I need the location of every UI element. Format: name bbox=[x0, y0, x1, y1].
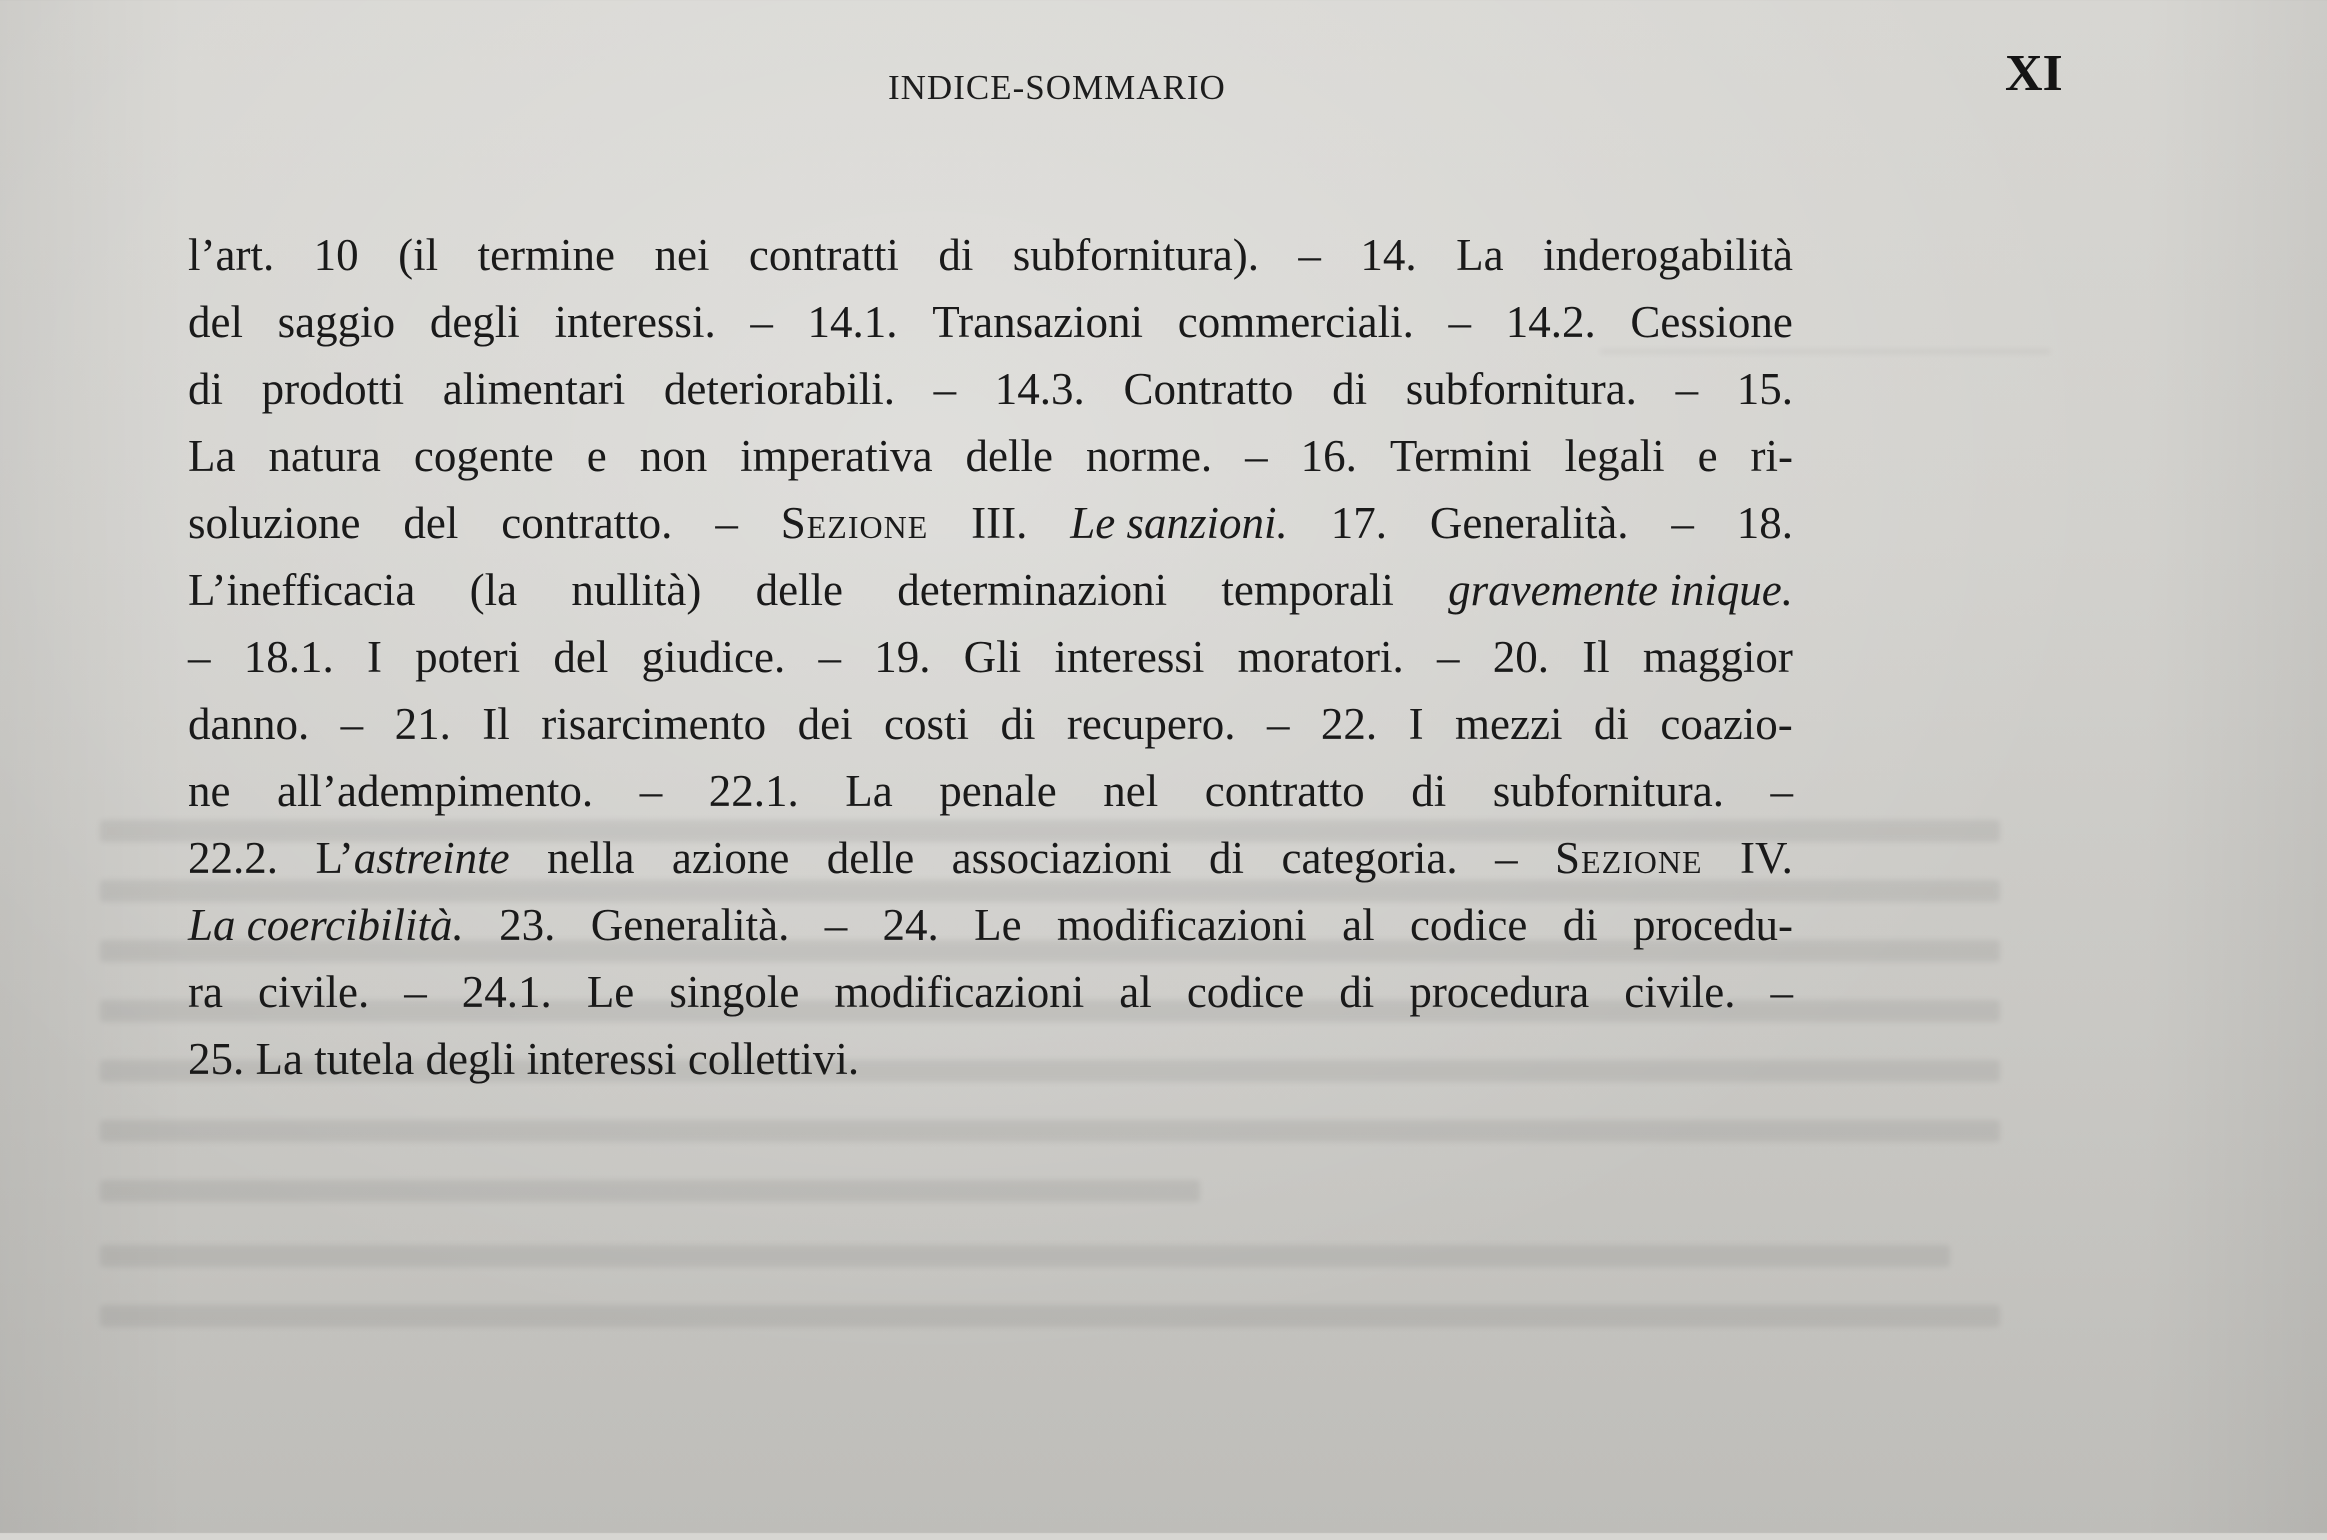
word: temporali bbox=[1221, 565, 1394, 615]
word: subfornitura. bbox=[1492, 766, 1724, 816]
show-through-line bbox=[100, 1180, 1200, 1202]
text-line bbox=[188, 624, 1793, 691]
word: 17. bbox=[1330, 498, 1387, 548]
word: Cessione bbox=[1630, 297, 1793, 347]
word: 14.3. bbox=[994, 364, 1085, 414]
word: e bbox=[586, 431, 607, 481]
word: di bbox=[1209, 833, 1245, 883]
word: Gli bbox=[963, 632, 1022, 682]
word: termine bbox=[477, 230, 616, 280]
word: saggio bbox=[277, 297, 396, 347]
word: natura bbox=[268, 431, 381, 481]
word: 18.1. bbox=[243, 632, 334, 682]
word: cogente bbox=[413, 431, 554, 481]
word: determinazioni bbox=[897, 565, 1168, 615]
word: – bbox=[1770, 967, 1793, 1017]
word: subfornitura. bbox=[1405, 364, 1637, 414]
show-through-line bbox=[100, 1120, 2000, 1142]
section-label: Sezione bbox=[1555, 833, 1703, 883]
word: danno. bbox=[188, 699, 310, 749]
word: contratto bbox=[1204, 766, 1365, 816]
word: Generalità. bbox=[590, 900, 790, 950]
word: al bbox=[1342, 900, 1375, 950]
word: l’art. bbox=[188, 230, 275, 280]
show-through-line bbox=[100, 1305, 2000, 1327]
word: 19. bbox=[874, 632, 931, 682]
word: alimentari bbox=[442, 364, 626, 414]
text-line bbox=[188, 356, 1793, 423]
word: ne bbox=[188, 766, 231, 816]
show-through-line bbox=[100, 1245, 1950, 1267]
word: 14.2. bbox=[1505, 297, 1596, 347]
word: codice bbox=[1409, 900, 1528, 950]
word: civile. bbox=[1624, 967, 1736, 1017]
word: – bbox=[1495, 833, 1518, 883]
word: maggior bbox=[1642, 632, 1793, 682]
word: 10 bbox=[313, 230, 359, 280]
word: nel bbox=[1103, 766, 1159, 816]
page-number: XI bbox=[2005, 45, 2063, 102]
word: di bbox=[1332, 364, 1368, 414]
word: giudice. bbox=[641, 632, 786, 682]
word: prodotti bbox=[261, 364, 405, 414]
word: degli bbox=[425, 1034, 516, 1084]
word: azione bbox=[671, 833, 790, 883]
word: di bbox=[1593, 699, 1629, 749]
word: di bbox=[1562, 900, 1598, 950]
word: – bbox=[750, 297, 773, 347]
word: nei bbox=[654, 230, 710, 280]
word: 24. bbox=[882, 900, 939, 950]
word: di bbox=[1339, 967, 1375, 1017]
word: – bbox=[1266, 699, 1290, 749]
word: all’adempimento. bbox=[277, 766, 594, 816]
word: 15. bbox=[1736, 364, 1793, 414]
word: 22. bbox=[1320, 699, 1378, 749]
word: (la bbox=[469, 565, 518, 615]
text-line bbox=[188, 959, 1793, 1026]
word: 22.1. bbox=[708, 766, 799, 816]
word: di bbox=[188, 364, 224, 414]
word: I bbox=[366, 632, 382, 682]
section-label: Sezione bbox=[780, 498, 929, 548]
running-head: INDICE-SOMMARIO bbox=[888, 68, 1226, 107]
word: associazioni bbox=[951, 833, 1172, 883]
word: IV. bbox=[1740, 833, 1793, 883]
word: tutela bbox=[314, 1034, 415, 1084]
word: – bbox=[639, 766, 663, 816]
word: 14. bbox=[1360, 230, 1417, 280]
word: poteri bbox=[415, 632, 521, 682]
word: – bbox=[1448, 297, 1472, 347]
word: III. bbox=[971, 498, 1028, 548]
word: I bbox=[1408, 699, 1424, 749]
word: L’inefficacia bbox=[188, 565, 416, 615]
word: commerciali. bbox=[1177, 297, 1414, 347]
word: 16. bbox=[1300, 431, 1357, 481]
word: subfornitura). bbox=[1012, 230, 1259, 280]
text-line bbox=[188, 289, 1793, 356]
word: contratti bbox=[748, 230, 899, 280]
word: nella bbox=[547, 833, 635, 883]
text-line bbox=[188, 490, 1793, 557]
word: codice bbox=[1186, 967, 1305, 1017]
word: procedu- bbox=[1633, 900, 1793, 950]
section-title-italic: La coercibilità. bbox=[188, 900, 464, 950]
word: (il bbox=[398, 230, 439, 280]
text-line bbox=[188, 691, 1793, 758]
text-line bbox=[188, 557, 1793, 624]
word: ra bbox=[188, 967, 223, 1017]
word: L’ bbox=[315, 833, 354, 883]
word: non bbox=[639, 431, 708, 481]
word: Le bbox=[586, 967, 635, 1017]
word: Il bbox=[1582, 632, 1610, 682]
word: norme. bbox=[1085, 431, 1213, 481]
word: – bbox=[188, 632, 211, 682]
word: al bbox=[1119, 967, 1152, 1017]
word: 14.1. bbox=[807, 297, 898, 347]
word: interessi bbox=[526, 1034, 677, 1084]
word: 18. bbox=[1736, 498, 1793, 548]
text-line bbox=[188, 222, 1793, 289]
word: imperativa bbox=[740, 431, 933, 481]
word: Il bbox=[482, 699, 510, 749]
word: e bbox=[1697, 431, 1718, 481]
text-line bbox=[188, 758, 1793, 825]
word: ri- bbox=[1750, 431, 1793, 481]
word: – bbox=[818, 632, 841, 682]
section-title-italic: Le sanzioni. bbox=[1070, 498, 1288, 548]
word: – bbox=[824, 900, 848, 950]
text-line bbox=[188, 1026, 1793, 1093]
word: – bbox=[715, 498, 738, 548]
word: La bbox=[845, 766, 893, 816]
word: delle bbox=[826, 833, 915, 883]
word: collettivi. bbox=[687, 1034, 860, 1084]
text-line bbox=[188, 892, 1793, 959]
word: recupero. bbox=[1066, 699, 1236, 749]
word: Termini bbox=[1389, 431, 1532, 481]
word: 21. bbox=[394, 699, 451, 749]
word: soluzione bbox=[188, 498, 361, 548]
word: penale bbox=[939, 766, 1057, 816]
word: moratori. bbox=[1237, 632, 1404, 682]
word: 24.1. bbox=[461, 967, 552, 1017]
word: Generalità. bbox=[1429, 498, 1629, 548]
word: dei bbox=[797, 699, 853, 749]
word: delle bbox=[755, 565, 844, 615]
word: costi bbox=[884, 699, 970, 749]
word: Transazioni bbox=[932, 297, 1144, 347]
word: – bbox=[340, 699, 364, 749]
word: civile. bbox=[258, 967, 370, 1017]
word: del bbox=[188, 297, 243, 347]
word: inderogabilità bbox=[1543, 230, 1793, 280]
word: – bbox=[1437, 632, 1460, 682]
word: singole bbox=[669, 967, 800, 1017]
word: del bbox=[553, 632, 609, 682]
text-line bbox=[188, 423, 1793, 490]
astreinte-phrase bbox=[315, 825, 509, 892]
word: di bbox=[1411, 766, 1447, 816]
word: degli bbox=[429, 297, 520, 347]
word: – bbox=[1671, 498, 1694, 548]
word: di bbox=[938, 230, 974, 280]
word: contratto. bbox=[501, 498, 673, 548]
word: 25. bbox=[188, 1034, 245, 1084]
word: – bbox=[933, 364, 957, 414]
word: modificazioni bbox=[834, 967, 1085, 1017]
italic-phrase: gravemente inique. bbox=[1448, 565, 1793, 615]
word: deteriorabili. bbox=[663, 364, 896, 414]
italic-word: astreinte bbox=[353, 833, 510, 883]
word: modificazioni bbox=[1056, 900, 1307, 950]
word: – bbox=[1675, 364, 1699, 414]
text-line bbox=[188, 825, 1793, 892]
word: del bbox=[403, 498, 459, 548]
word: procedura bbox=[1409, 967, 1590, 1017]
word: 23. bbox=[499, 900, 556, 950]
word: interessi. bbox=[554, 297, 716, 347]
word: interessi bbox=[1054, 632, 1205, 682]
word: nullità) bbox=[571, 565, 702, 615]
word: di bbox=[1000, 699, 1036, 749]
summary-paragraph bbox=[188, 222, 1793, 1093]
word: – bbox=[404, 967, 427, 1017]
word: mezzi bbox=[1455, 699, 1563, 749]
word: legali bbox=[1564, 431, 1665, 481]
word: coazio- bbox=[1660, 699, 1793, 749]
word: La bbox=[255, 1034, 303, 1084]
word: La bbox=[1456, 230, 1504, 280]
word: La bbox=[188, 431, 236, 481]
word: 20. bbox=[1492, 632, 1549, 682]
word: – bbox=[1298, 230, 1321, 280]
word: categoria. bbox=[1281, 833, 1458, 883]
word: – bbox=[1245, 431, 1268, 481]
word: risarcimento bbox=[541, 699, 767, 749]
word: 22.2. bbox=[188, 833, 278, 883]
word: Contratto bbox=[1123, 364, 1294, 414]
word: – bbox=[1770, 766, 1793, 816]
word: delle bbox=[965, 431, 1053, 481]
word: Le bbox=[974, 900, 1022, 950]
